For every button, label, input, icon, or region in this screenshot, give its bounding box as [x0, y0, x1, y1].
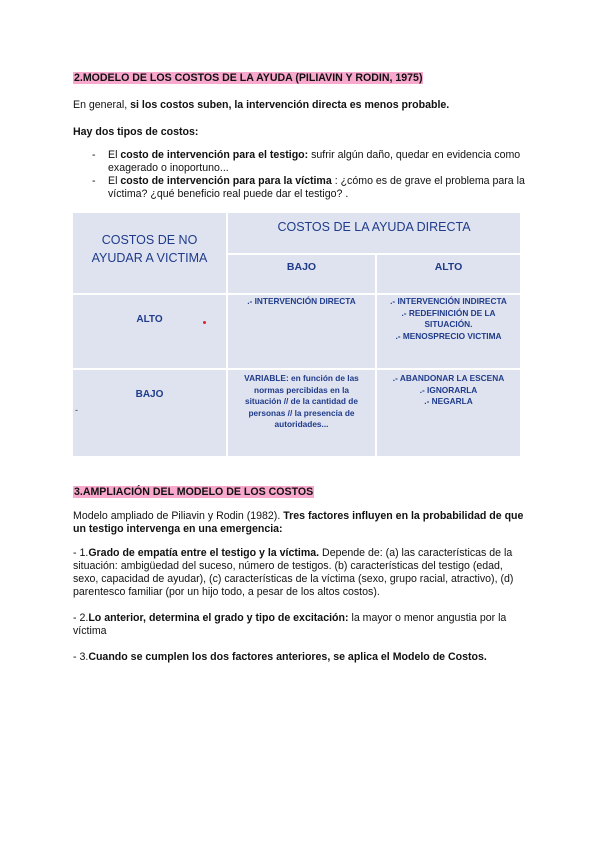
cost-types-list [92, 149, 532, 201]
section2-heading: 2.MODELO DE LOS COSTOS DE LA AYUDA (PILIAVIN Y RODIN, 1975) [74, 72, 423, 84]
col-header-bajo: BAJO [286, 261, 317, 273]
cell-alto-bajo: .- INTERVENCIÓN DIRECTA [247, 296, 356, 306]
grid-divider [73, 368, 520, 370]
section3-heading: 3.AMPLIACIÓN DEL MODELO DE LOS COSTOS [74, 486, 314, 498]
factor-1: - 1.Grado de empatía entre el testigo y la víctima. Depende de: (a) las características de la situación: ambigüedad del suceso, número de testigos. (b) características del testigo (edad, sexo, capacidad de ayudar), (c) características de la víctima (sexo, grupo racial, atractivo), (d) parentesco familiar (por un hijo todo, a pesar de los altos costos). [73, 547, 514, 598]
cell-bajo-bajo: VARIABLE: en función de las normas percibidas en la situación // de la cantidad de personas // la presencia de autoridades... [244, 373, 359, 429]
cell-bajo-alto: .- ABANDONAR LA ESCENA .- IGNORARLA .- NEGARLA [392, 373, 505, 406]
side-mark: - [75, 405, 78, 415]
row-header-bajo: BAJO [135, 389, 164, 400]
section3-intro: Modelo ampliado de Piliavin y Rodin (1982). Tres factores influyen en la probabilidad de que un testigo intervenga en una emergencia: [73, 510, 524, 535]
section2-intro: En general, si los costos suben, la intervención directa es menos probable. [73, 99, 450, 111]
red-dot-marker [203, 321, 206, 324]
row-header-alto: ALTO [136, 314, 163, 325]
grid-divider [73, 293, 520, 295]
corner-header: COSTOS DE NO AYUDAR A VICTIMA [91, 233, 208, 265]
col-header-alto: ALTO [434, 261, 463, 273]
list-item: - El costo de intervención para para la víctima : ¿cómo es de grave el problema para la víctima? ¿qué beneficio real puede dar el testigo? . [92, 175, 525, 200]
list-item: - El costo de intervención para el testigo: sufrir algún daño, quedar en evidencia como exagerado o inoportuno... [92, 149, 521, 174]
types-heading: Hay dos tipos de costos: [73, 126, 199, 138]
factor-2: - 2.Lo anterior, determina el grado y tipo de excitación: la mayor o menor angustia por la víctima [73, 612, 507, 637]
cell-alto-alto: .- INTERVENCIÓN INDIRECTA .- REDEFINICIÓN DE LA SITUACIÓN. .- MENOSPRECIO VICTIMA [390, 296, 507, 341]
grid-divider [226, 253, 520, 255]
factor-3: - 3.Cuando se cumplen los dos factores anteriores, se aplica el Modelo de Costos. [73, 651, 487, 663]
grid-divider [375, 253, 377, 456]
costs-matrix-table [73, 213, 520, 456]
top-header: COSTOS DE LA AYUDA DIRECTA [277, 220, 471, 234]
